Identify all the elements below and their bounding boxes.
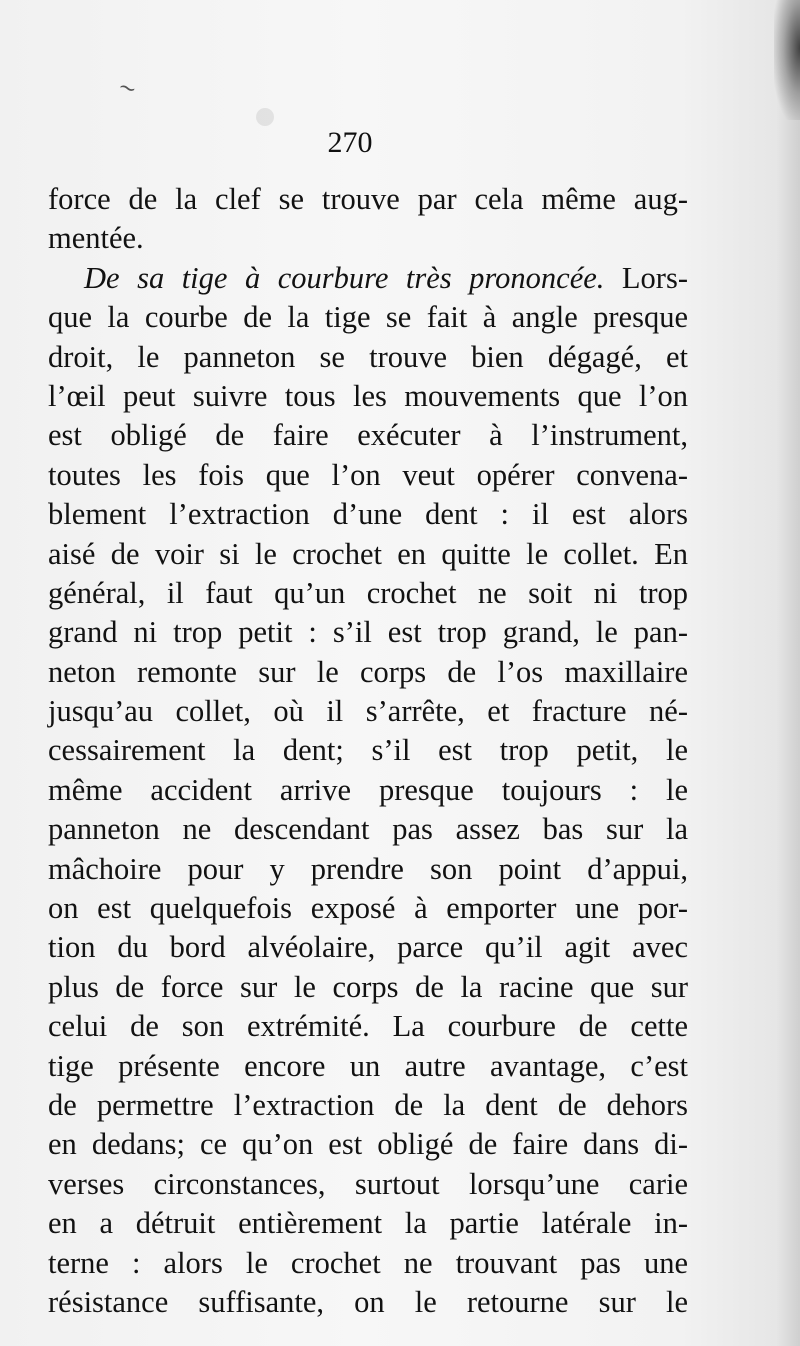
text-line: résistance suffisante, on le retourne sur le xyxy=(48,1284,688,1319)
page-number: 270 xyxy=(327,126,373,159)
text-line: est obligé de faire exécuter à l’instrument, xyxy=(48,418,688,453)
text-line xyxy=(48,259,688,298)
text-line: tion du bord alvéolaire, parce qu’il agit avec xyxy=(48,930,688,965)
text-line: aisé de voir si le crochet en quitte le collet. En xyxy=(48,536,688,571)
text-line: toutes les fois que l’on veut opérer convena- xyxy=(48,457,688,492)
text-line: mâchoire pour y prendre son point d’appui, xyxy=(48,851,688,886)
text-line: grand ni trop petit : s’il est trop grand, le pan- xyxy=(48,615,688,650)
text-line: force de la clef se trouve par cela même aug- xyxy=(48,182,688,216)
text-line: mentée. xyxy=(48,221,144,256)
text-line: en a détruit entièrement la partie latérale in- xyxy=(48,1206,688,1241)
text-line-rest: Lors- xyxy=(604,260,688,295)
text-line: en dedans; ce qu’on est obligé de faire dans di- xyxy=(48,1127,688,1162)
text-line: jusqu’au collet, où il s’arrête, et fracture né- xyxy=(48,694,688,729)
page-edge-shadow xyxy=(774,0,800,120)
text-line: terne : alors le crochet ne trouvant pas une xyxy=(48,1245,688,1280)
paper-spot xyxy=(256,108,274,126)
text-line: général, il faut qu’un crochet ne soit ni trop xyxy=(48,575,688,610)
italic-heading: De sa tige à courbure très prononcée. xyxy=(84,260,605,295)
text-line: celui de son extrémité. La courbure de cette xyxy=(48,1009,688,1044)
text-line: que la courbe de la tige se fait à angle presque xyxy=(48,300,688,335)
text-line: panneton ne descendant pas assez bas sur la xyxy=(48,812,688,847)
ink-mark: ~ xyxy=(114,73,140,104)
text-line: plus de force sur le corps de la racine que sur xyxy=(48,969,688,1004)
text-line: même accident arrive presque toujours : le xyxy=(48,772,688,807)
text-line: verses circonstances, surtout lorsqu’une carie xyxy=(48,1166,688,1201)
text-line: on est quelquefois exposé à emporter une por- xyxy=(48,891,688,926)
text-line: blement l’extraction d’une dent : il est alors xyxy=(48,497,688,532)
text-line: neton remonte sur le corps de l’os maxillaire xyxy=(48,654,688,689)
text-line: droit, le panneton se trouve bien dégagé, et xyxy=(48,339,688,374)
body-text xyxy=(48,180,688,1322)
text-line: cessairement la dent; s’il est trop petit, le xyxy=(48,733,688,768)
text-line: tige présente encore un autre avantage, c’est xyxy=(48,1048,688,1083)
text-line: l’œil peut suivre tous les mouvements que l’on xyxy=(48,378,688,413)
text-line: de permettre l’extraction de la dent de dehors xyxy=(48,1087,688,1122)
